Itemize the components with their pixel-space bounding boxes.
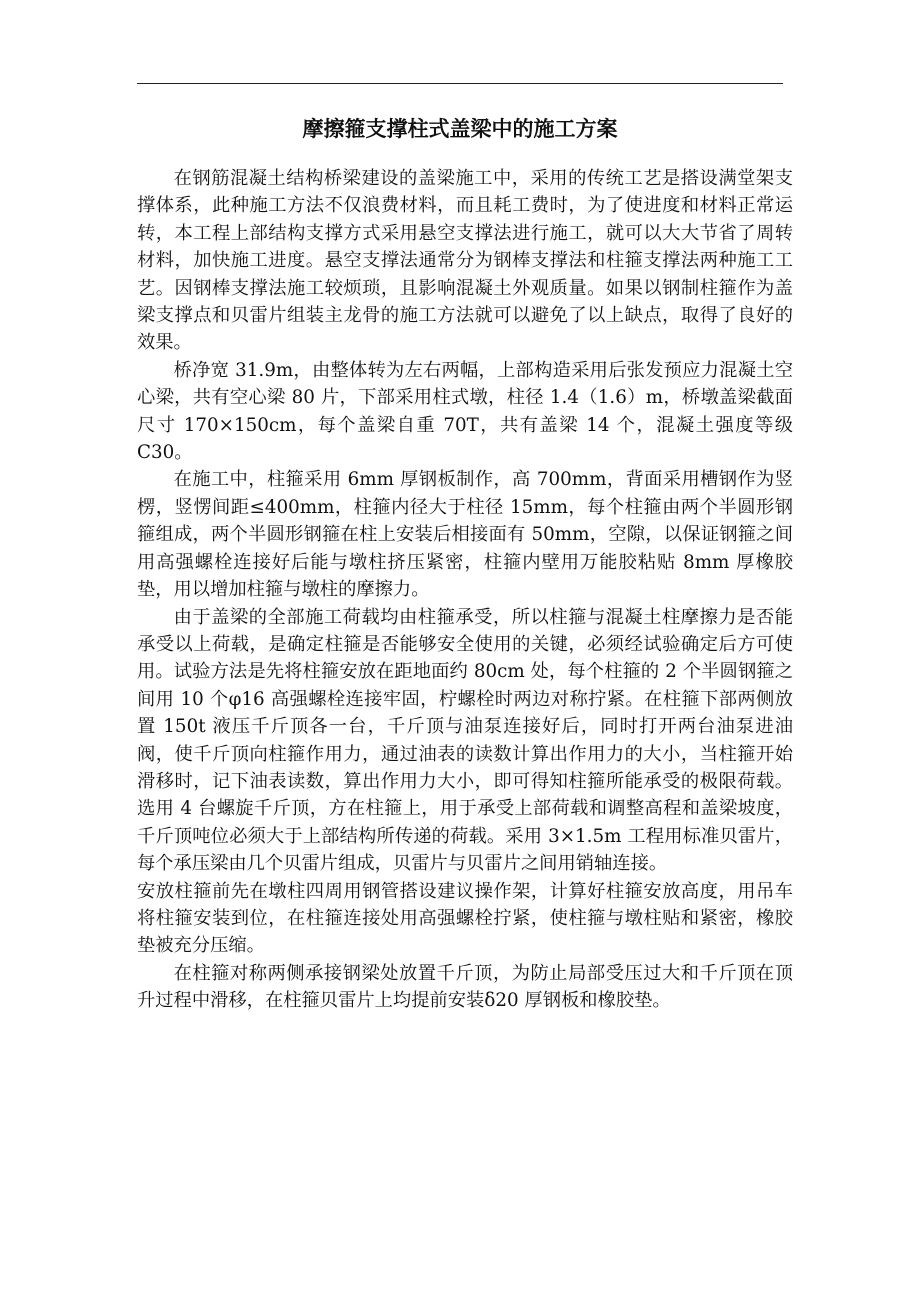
document-body — [137, 165, 793, 1015]
document-title: 摩擦箍支撑柱式盖梁中的施工方案 — [302, 116, 618, 141]
paragraph-hoop-construction: 在施工中，柱箍采用 6mm 厚钢板制作，高 700mm，背面采用槽钢作为竖楞，竖愣间距≤400mm，柱箍内径大于柱径 15mm，每个柱箍由两个半圆形钢箍组成，两个半圆形钢箍在柱上安装后相接面有 50mm，空隙，以保证钢箍之间用高强螺栓连接好后能与墩柱挤压紧密，柱箍内壁用万能胶粘贴 8mm 厚橡胶垫，用以增加柱箍与墩柱的摩擦力。 — [137, 469, 793, 601]
header-rule — [137, 83, 783, 84]
paragraph-bridge-specs: 桥净宽 31.9m，由整体转为左右两幅，上部构造采用后张发预应力混凝土空心梁，共有空心梁 80 片，下部采用柱式墩，柱径 1.4（1.6）m，桥墩盖梁截面尺寸 170×150cm，每个盖梁自重 70T，共有盖梁 14 个，混凝土强度等级 C30。 — [137, 359, 793, 464]
paragraph-installation: 安放柱箍前先在墩柱四周用钢管搭设建议操作架，计算好柱箍安放高度，用吊车将柱箍安装到位，在柱箍连接处用高强螺栓拧紧，使柱箍与墩柱贴和紧密，橡胶垫被充分压缩。 — [137, 880, 793, 957]
paragraph-load-test: 由于盖梁的全部施工荷载均由柱箍承受，所以柱箍与混凝土柱摩擦力是否能承受以上荷载，是确定柱箍是否能够安全使用的关键，必须经试验确定后方可使用。试验方法是先将柱箍安放在距地面约 80cm 处，每个柱箍的 2 个半圆钢箍之间用 10 个φ16 高强螺栓连接牢固，柠螺栓时两边对称拧紧。在柱箍下部两侧放置 150t 液压千斤顶各一台，千斤顶与油泵连接好后，同时打开两台油泵进油阀，使千斤顶向柱箍作用力，通过油表的读数计算出作用力的大小，当柱箍开始滑移时，记下油表读数，算出作用力大小，即可得知柱箍所能承受的极限荷载。选用 4 台螺旋千斤顶，方在柱箍上，用于承受上部荷载和调整高程和盖梁坡度，千斤顶吨位必须大于上部结构所传递的荷载。采用 3×1.5m 工程用标准贝雷片，每个承压梁由几个贝雷片组成，贝雷片与贝雷片之间用销轴连接。 — [137, 606, 793, 875]
paragraph-jack-placement: 在柱箍对称两侧承接钢梁处放置千斤顶，为防止局部受压过大和千斤顶在顶升过程中滑移，在柱箍贝雷片上均提前安装δ20 厚钢板和橡胶垫。 — [137, 962, 793, 1012]
paragraph-intro: 在钢筋混凝土结构桥梁建设的盖梁施工中，采用的传统工艺是搭设满堂架支撑体系，此种施工方法不仅浪费材料，而且耗工费时，为了使进度和材料正常运转，本工程上部结构支撑方式采用悬空支撑法进行施工，就可以大大节省了周转材料，加快施工进度。悬空支撑法通常分为钢棒支撑法和柱箍支撑法两种施工工艺。因钢棒支撑法施工较烦琐，且影响混凝土外观质量。如果以钢制柱箍作为盖梁支撑点和贝雷片组装主龙骨的施工方法就可以避免了以上缺点，取得了良好的效果。 — [137, 168, 793, 354]
